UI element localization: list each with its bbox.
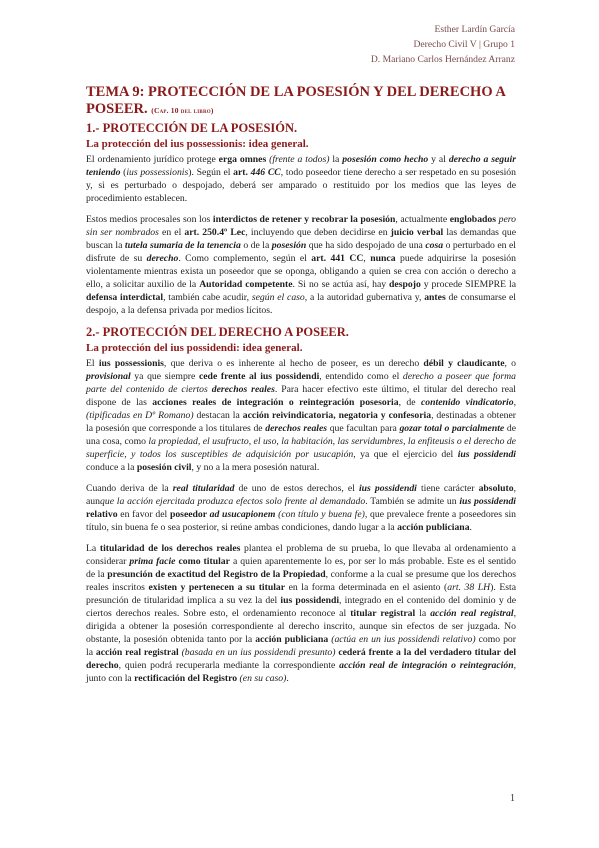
paragraph: El ordenamiento jurídico protege erga omnes (frente a todos) la posesión como hecho y al derecho a seguir teniendo (ius possessionis). Según el art. 446 CC, todo poseedor tiene derecho a ser respetado en su posesión y, si es perturbado o despojado, deberá ser amparado o restituido por los medios que las leyes de procedimiento establecen.	[86, 154, 516, 204]
page-title	[86, 84, 516, 119]
author-name: Esther Lardín García	[434, 24, 515, 35]
paragraph: Estos medios procesales son los interdictos de retener y recobrar la posesión, actualmente englobados pero sin ser nombrados en el art. 250.4º Lec, incluyendo que deben decidirse en juicio verbal las demandas que buscan la tutela sumaria de la tenencia o de la posesión que ha sido despojado de una cosa o perturbado en el disfrute de su derecho. Como complemento, según el art. 441 CC, nunca puede adquirirse la posesión violentamente mientras exista un poseedor que se oponga, obligando a quien se crea con acción o derecho a ello, a solicitar auxilio de la Autoridad competente. Si no se actúa así, hay despojo y procede SIEMPRE la defensa interdictal, también cabe acudir, según el caso, a la autoridad gubernativa y, antes de consumarse el despojo, a la defensa privada por medios lícitos.	[86, 214, 517, 316]
paragraph: La titularidad de los derechos reales plantea el problema de su prueba, lo que llevaba al ordenamiento a considerar prima facie como titular a quien aparentemente lo es, por ser lo más probable. Este es el sentido de la presunción de exactitud del Registro de la Propiedad, conforme a la cual se presume que los derechos reales inscritos existen y pertenecen a su titular en la forma determinada en el asiento (art. 38 LH). Esta presunción de titularidad implica a su vez la del ius possidendi, integrado en el contenido del dominio y de ciertos derechos reales. Sobre esto, el ordenamiento reconoce al titular registral la acción real registral, dirigida a obtener la posesión correspondiente al derecho inscrito, aunque sin efectos de ser juzgada. No obstante, la posesión obtenida tanto por la acción publiciana (actúa en un ius possidendi relativo) como por la acción real registral (basada en un ius possidendi presunto) cederá frente a la del verdadero titular del derecho, quien podrá recuperarla mediante la correspondiente acción real de integración o reintegración, junto con la rectificación del Registro (en su caso).	[86, 543, 517, 684]
page-number: 1	[510, 793, 515, 804]
chapter-reference: (Cap. 10 del libro)	[151, 106, 214, 115]
professor-name: D. Mariano Carlos Hernández Arranz	[370, 54, 515, 65]
document-header	[371, 22, 515, 67]
course-group: Derecho Civil V | Grupo 1	[413, 39, 515, 50]
title-text: TEMA 9: PROTECCIÓN DE LA POSESIÓN Y DEL DERECHO A POSEER.	[86, 84, 506, 117]
paragraph: Cuando deriva de la real titularidad de uno de estos derechos, el ius possidendi tiene carácter absoluto, aunque la acción ejercitada produzca efectos solo frente al demandado. También se admite un ius possidendi relativo en favor del poseedor ad usucapionem (con título y buena fe), que prevalece frente a poseedores sin título, sin buena fe o sea posterior, si reúne ambas condiciones, dando lugar a la acción publiciana.	[86, 483, 517, 533]
subsection-heading-2: La protección del ius possidendi: idea general.	[86, 342, 303, 354]
subsection-heading-1: La protección del ius possessionis: idea general.	[86, 138, 309, 150]
section-heading-1: 1.- PROTECCIÓN DE LA POSESIÓN.	[86, 121, 298, 135]
document-body	[86, 84, 516, 693]
paragraph: El ius possessionis, que deriva o es inherente al hecho de poseer, es un derecho débil y claudicante, o provisional ya que siempre cede frente al ius possidendi, entendido como el derecho a poseer que forma parte del contenido de ciertos derechos reales. Para hacer efectivo este último, el titular del derecho real dispone de las acciones reales de integración o reintegración posesoria, de contenido vindicatorio, (tipificadas en Dº Romano) destacan la acción reivindicatoria, negatoria y confesoria, destinadas a obtener la posesión que corresponde a los titulares de derechos reales que facultan para gozar total o parcialmente de una cosa, como la propiedad, el usufructo, el uso, la habitación, las servidumbres, la enfiteusis o el derecho de superficie, y todos los susceptibles de adquisición por usucapión, ya que el ejercicio del ius possidendi conduce a la posesión civil, y no a la mera posesión natural.	[86, 358, 517, 473]
section-heading-2: 2.- PROTECCIÓN DEL DERECHO A POSEER.	[86, 325, 349, 339]
